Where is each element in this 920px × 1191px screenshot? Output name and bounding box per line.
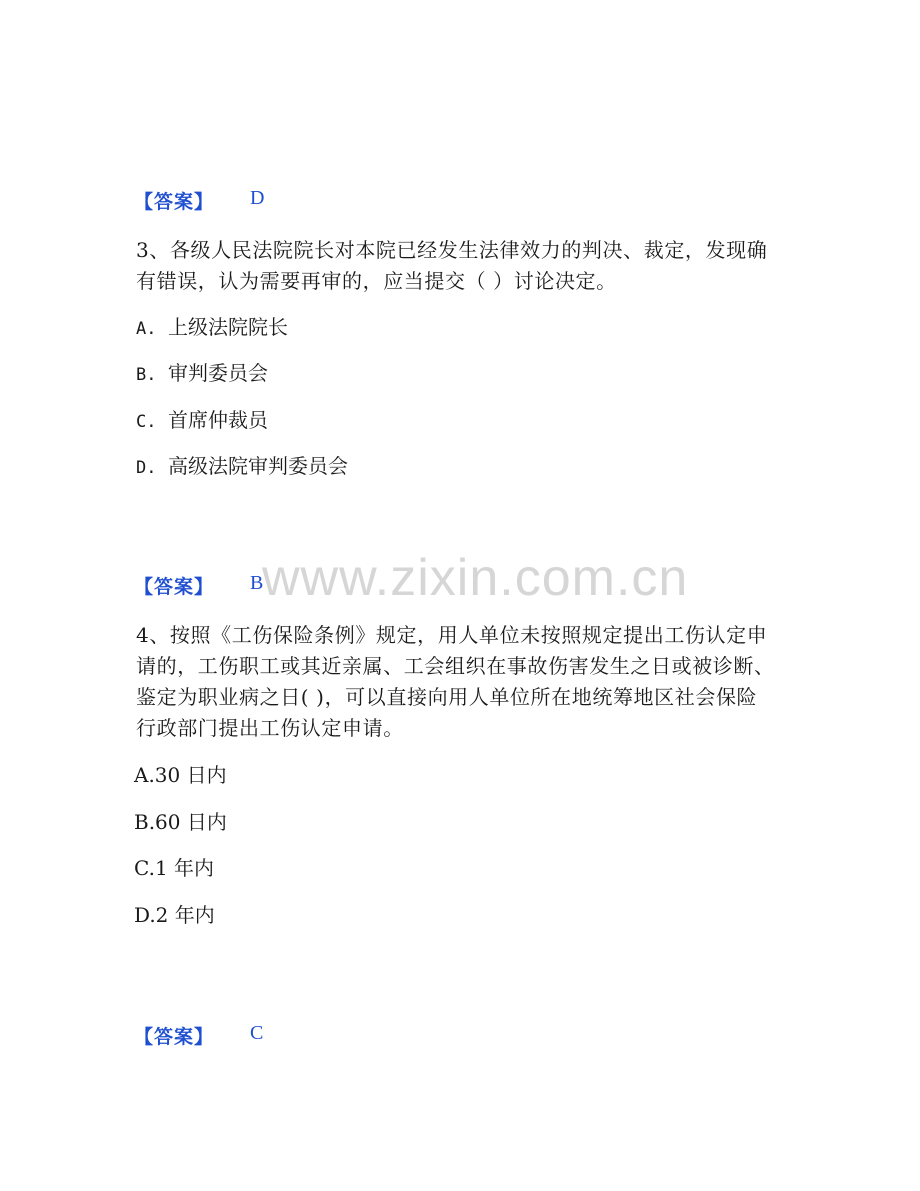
question-text-line: 3、各级人民法院院长对本院已经发生法律效力的判决、裁定，发现确 [136, 238, 768, 262]
answer-label: 【答案】 [134, 576, 215, 598]
option-letter: A. [136, 319, 157, 339]
option-b [136, 357, 268, 386]
answer-value: C [250, 1022, 264, 1044]
question-text-line: 请的，工伤职工或其近亲属、工会组织在事故伤害发生之日或被诊断、 [136, 654, 775, 678]
question-text-line: 鉴定为职业病之日( )，可以直接向用人单位所在地统筹地区社会保险 [136, 685, 758, 709]
option-letter: D. [136, 458, 157, 478]
option-c: C.1 年内 [134, 856, 215, 880]
option-d [136, 450, 348, 479]
option-text: 上级法院院长 [168, 315, 288, 339]
option-letter: B. [136, 365, 157, 385]
answer-label: 【答案】 [134, 191, 215, 213]
question-text-line: 有错误，认为需要再审的，应当提交（ ）讨论决定。 [136, 269, 617, 293]
option-text: 首席仲裁员 [168, 408, 268, 432]
option-d: D.2 年内 [134, 903, 215, 927]
option-a: A.30 日内 [134, 763, 227, 787]
answer-value: D [250, 187, 265, 209]
question-text-line: 4、按照《工伤保险条例》规定，用人单位未按照规定提出工伤认定申 [136, 623, 768, 647]
option-a [136, 311, 288, 340]
watermark: www.zixin.com.cn [262, 549, 689, 607]
option-b: B.60 日内 [134, 810, 227, 834]
question-text-line: 行政部门提出工伤认定申请。 [136, 716, 404, 740]
option-text: 审判委员会 [168, 361, 268, 385]
option-text: 高级法院审判委员会 [168, 454, 348, 478]
option-letter: C. [136, 412, 157, 432]
answer-value: B [250, 572, 264, 594]
option-c [136, 404, 268, 433]
answer-label: 【答案】 [134, 1026, 215, 1048]
